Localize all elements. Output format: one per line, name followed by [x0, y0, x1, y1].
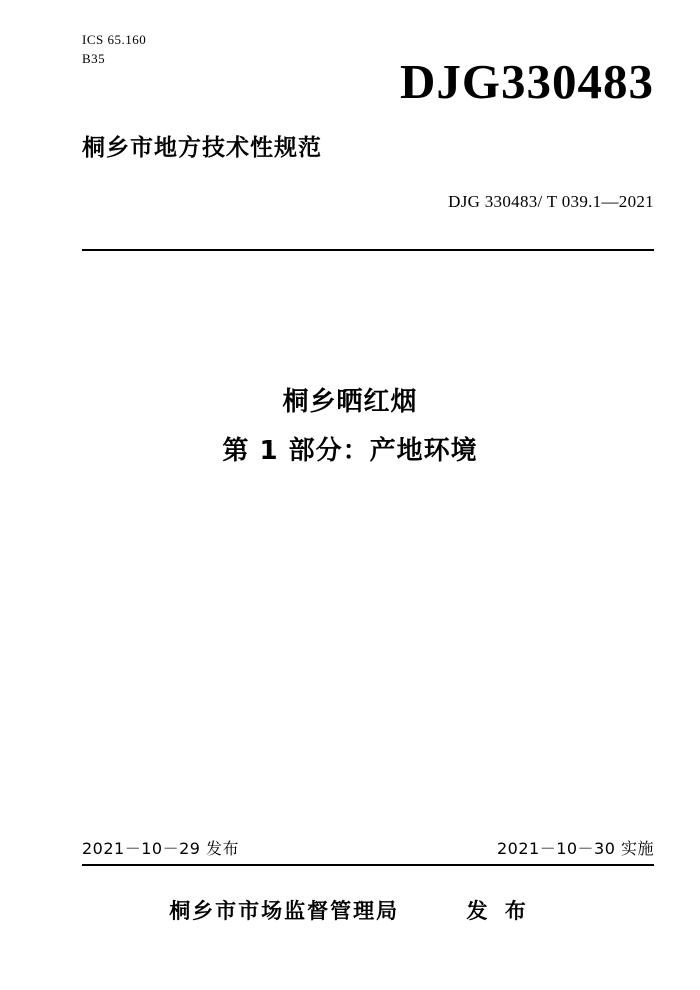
implement-date: 2021－10－30 实施 — [496, 839, 654, 858]
ics-classification-block — [82, 30, 146, 68]
title-line-2: 第 1 部分：产地环境 — [222, 436, 478, 466]
publish-date: 2021－10－29 发布 — [82, 839, 240, 858]
class-code: B35 — [82, 51, 106, 66]
issuer-action: 发 布 — [466, 899, 531, 923]
footer-divider — [82, 864, 654, 866]
standard-number: DJG330483 — [400, 54, 654, 109]
document-title — [0, 378, 700, 476]
header-divider — [82, 249, 654, 251]
title-line-1: 桐乡晒红烟 — [282, 387, 418, 417]
dates-row — [82, 836, 654, 859]
issuer-row — [0, 895, 700, 925]
ics-code: ICS 65.160 — [82, 32, 147, 47]
document-code: DJG 330483/ T 039.1—2021 — [448, 192, 654, 211]
issuer-name: 桐乡市市场监督管理局 — [169, 899, 400, 923]
organization-line: 桐乡市地方技术性规范 — [82, 135, 322, 161]
